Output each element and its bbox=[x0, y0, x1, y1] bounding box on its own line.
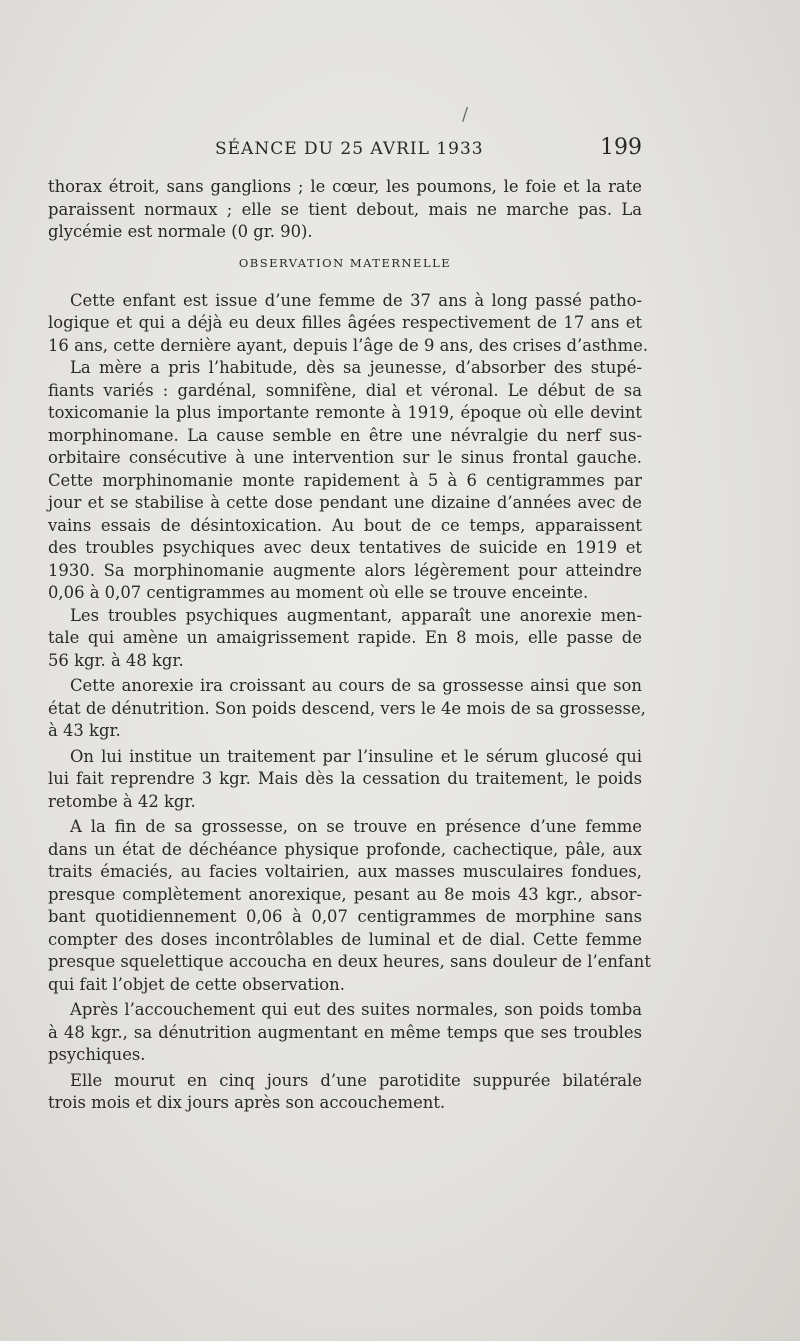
text-line: des troubles psychiques avec deux tentatives de suicide en 1919 et bbox=[48, 538, 642, 557]
body-text bbox=[48, 176, 651, 1115]
text-line: qui fait l’objet de cette observation. bbox=[48, 974, 345, 994]
text-line: Cette anorexie ira croissant au cours de sa grossesse ainsi que son bbox=[70, 676, 642, 695]
running-head: SÉANCE DU 25 AVRIL 1933 bbox=[215, 139, 484, 159]
text-line: vains essais de désintoxication. Au bout de ce temps, apparaissent bbox=[48, 515, 642, 535]
text-line: bant quotidiennement 0,06 à 0,07 centigrammes de morphine sans bbox=[48, 907, 642, 926]
paragraph-death bbox=[48, 1070, 642, 1115]
text-line: La mère a pris l’habitude, dès sa jeunesse, d’absorber des stupé- bbox=[70, 358, 642, 377]
text-line: Après l’accouchement qui eut des suites normales, son poids tomba bbox=[70, 1000, 642, 1019]
text-line: dans un état de déchéance physique profonde, cachectique, pâle, aux bbox=[48, 839, 642, 859]
text-line: fiants variés : gardénal, somnifène, dial et véronal. Le début de sa bbox=[48, 380, 642, 400]
paragraph-toxicomania bbox=[48, 357, 642, 605]
text-line: compter des doses incontrôlables de luminal et de dial. Cette femme bbox=[48, 929, 642, 949]
text-line: presque squelettique accoucha en deux heures, sans douleur de l’enfant bbox=[48, 952, 651, 971]
text-line: traits émaciés, au facies voltairien, aux masses musculaires fondues, bbox=[48, 862, 642, 881]
text-line: retombe à 42 kgr. bbox=[48, 791, 196, 811]
text-line: presque complètement anorexique, pesant au 8e mois 43 kgr., absor- bbox=[48, 884, 642, 904]
text-line: à 48 kgr., sa dénutrition augmentant en même temps que ses troubles bbox=[48, 1022, 642, 1042]
text-line: paraissent normaux ; elle se tient debout, mais ne marche pas. La bbox=[48, 199, 642, 219]
text-line: 0,06 à 0,07 centigrammes au moment où elle se trouve enceinte. bbox=[48, 583, 589, 602]
text-line: tale qui amène un amaigrissement rapide. En 8 mois, elle passe de bbox=[48, 628, 642, 647]
intro-paragraph bbox=[48, 176, 642, 244]
text-line: Cette enfant est issue d’une femme de 37 ans à long passé patho- bbox=[70, 290, 642, 310]
section-title: OBSERVATION MATERNELLE bbox=[238, 255, 452, 270]
text-line: A la fin de sa grossesse, on se trouve en présence d’une femme bbox=[70, 817, 642, 836]
text-line: 1930. Sa morphinomanie augmente alors légèrement pour atteindre bbox=[48, 560, 642, 580]
text-line: trois mois et dix jours après son accouchement. bbox=[48, 1093, 446, 1112]
text-line: toxicomanie la plus importante remonte à 1919, époque où elle devint bbox=[48, 403, 642, 422]
text-line: lui fait reprendre 3 kgr. Mais dès la cessation du traitement, le poids bbox=[48, 769, 642, 788]
text-line: orbitaire consécutive à une intervention sur le sinus frontal gauche. bbox=[48, 448, 642, 467]
page-header bbox=[50, 135, 642, 167]
text-line: Elle mourut en cinq jours d’une parotidite suppurée bilatérale bbox=[70, 1070, 642, 1090]
text-line: morphinomane. La cause semble en être une névralgie du nerf sus- bbox=[48, 425, 642, 445]
paragraph-end-of-pregnancy bbox=[48, 816, 651, 996]
text-line: On lui institue un traitement par l’insuline et le sérum glucosé qui bbox=[70, 746, 642, 766]
text-line: thorax étroit, sans ganglions ; le cœur, les poumons, le foie et la rate bbox=[48, 177, 642, 196]
text-line: à 43 kgr. bbox=[48, 721, 121, 740]
paragraph-anorexia bbox=[48, 605, 642, 673]
pencil-tick-mark: / bbox=[462, 104, 469, 125]
text-line: Cette morphinomanie monte rapidement à 5 à 6 centigrammes par bbox=[48, 470, 642, 490]
text-line: logique et qui a déjà eu deux filles âgées respectivement de 17 ans et bbox=[48, 313, 642, 332]
paragraph-origin bbox=[48, 290, 649, 358]
paragraph-after-delivery bbox=[48, 999, 642, 1067]
paragraph-pregnancy-weight bbox=[48, 675, 646, 743]
text-line: 16 ans, cette dernière ayant, depuis l’âge de 9 ans, des crises d’asthme. bbox=[48, 335, 649, 355]
page-number: 199 bbox=[600, 135, 642, 160]
text-line: jour et se stabilise à cette dose pendant une dizaine d’années avec de bbox=[48, 493, 642, 512]
paragraph-treatment bbox=[48, 746, 642, 814]
text-line: Les troubles psychiques augmentant, apparaît une anorexie men- bbox=[70, 605, 642, 625]
text-line: glycémie est normale (0 gr. 90). bbox=[48, 222, 313, 241]
text-line: psychiques. bbox=[48, 1045, 146, 1064]
text-line: 56 kgr. à 48 kgr. bbox=[48, 650, 184, 670]
text-line: état de dénutrition. Son poids descend, vers le 4e mois de sa grossesse, bbox=[48, 698, 646, 718]
